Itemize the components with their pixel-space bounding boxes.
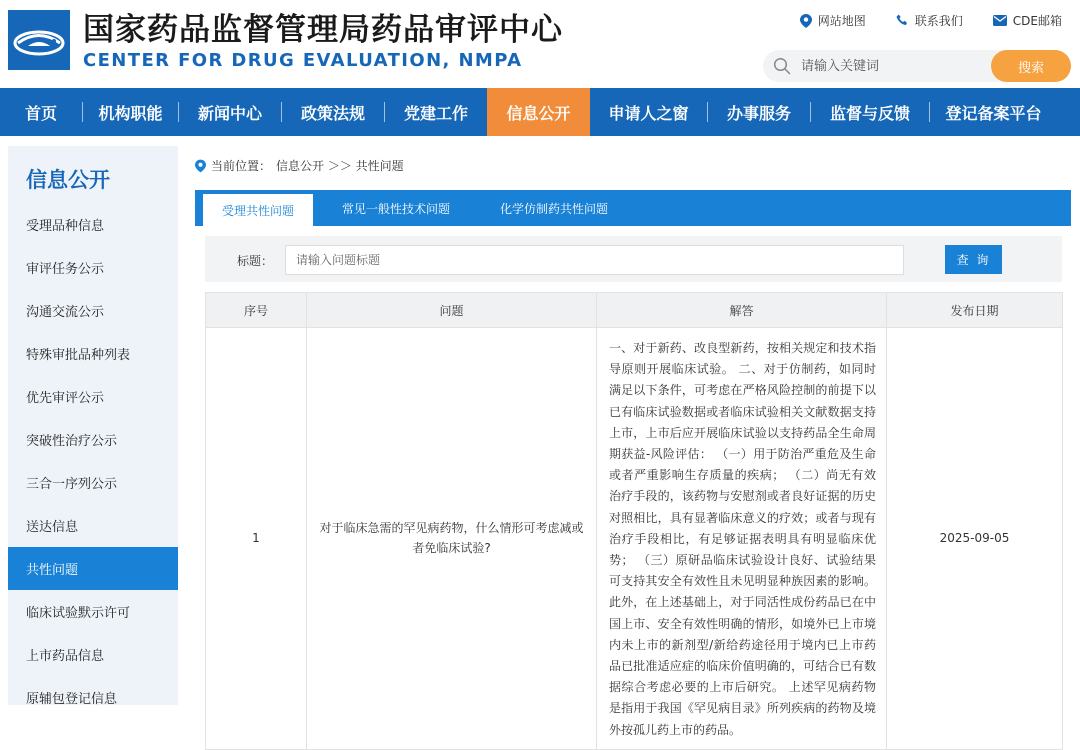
- top-links: [800, 12, 1062, 29]
- phone-icon: [896, 14, 909, 27]
- table-header-row: [206, 293, 1063, 328]
- query-button[interactable]: 查 询: [945, 245, 1002, 274]
- sidebar-item-special-approval[interactable]: 特殊审批品种列表: [26, 348, 131, 363]
- mail-icon: [993, 15, 1007, 26]
- search-icon: [773, 57, 791, 75]
- search-button[interactable]: 搜索: [991, 50, 1071, 82]
- sidebar-item-review-tasks[interactable]: 审评任务公示: [26, 262, 105, 277]
- top-link-sitemap[interactable]: [800, 12, 866, 29]
- top-link-label: 网站地图: [817, 14, 866, 28]
- sidebar-item-breakthrough[interactable]: 突破性治疗公示: [26, 434, 118, 449]
- row-question[interactable]: 对于临床急需的罕见病药物，什么情形可考虑减或者免临床试验?: [307, 328, 597, 750]
- nav-item-feedback[interactable]: 监督与反馈: [829, 103, 910, 123]
- top-link-label: 联系我们: [914, 14, 963, 28]
- location-pin-icon: [800, 14, 812, 28]
- column-header-question: 问题: [307, 293, 597, 328]
- breadcrumb: [195, 157, 404, 174]
- tab-generic-chemical[interactable]: 化学仿制药共性问题: [499, 201, 608, 216]
- top-link-contact[interactable]: [896, 12, 963, 29]
- site-header: [0, 0, 1080, 88]
- row-answer: 一、对于新药、改良型新药，按相关规定和技术指导原则开展临床试验。 二、对于仿制药，如同时满足以下条件，可考虑在严格风险控制的前提下以已有临床试验数据或者临床试验相关文献数据支持上市，上市后应开展临床试验以支持药品全生命周期获益-风险评估： （一）用于防治严重危及生命或者严重影响生存质量的疾病； （二）尚无有效治疗手段的，该药物与安慰剂或者良好证据的历史对照相比，具有显著临床意义的疗效；或者与现有治疗手段相比，有足够证据表明具有明显临床优势； （三）原研品临床试验设计良好、试验结果可支持其安全有效性且未见明显种族因素的影响。 此外，在上述基础上，对于同活性成份药品已在中国上市、安全有效性明确的情形，如境外已上市境内未上市的新剂型/新给药途径用于境内已上市药品已批准适应症的临床价值明确的，可结合已有数据综合考虑必要的上市后研究。 上述罕见病药物是指用于我国《罕见病目录》所列疾病的药物及境外按孤儿药上市的药品。: [597, 328, 887, 750]
- nav-item-party[interactable]: 党建工作: [403, 103, 468, 123]
- site-title-cn: 国家药品监督管理局药品审评中心: [83, 12, 563, 48]
- sidebar-item-common-issues[interactable]: 共性问题: [8, 547, 178, 590]
- row-date: 2025-09-05: [887, 328, 1063, 750]
- column-header-index: 序号: [206, 293, 307, 328]
- nav-item-functions[interactable]: 机构职能: [98, 103, 163, 123]
- nav-item-policy[interactable]: 政策法规: [300, 103, 365, 123]
- filter-bar: [205, 236, 1062, 282]
- sidebar-item-three-in-one[interactable]: 三合一序列公示: [26, 477, 118, 492]
- nav-item-home[interactable]: 首页: [24, 103, 57, 123]
- sidebar-item-priority-review[interactable]: 优先审评公示: [26, 391, 105, 406]
- title-filter-label: 标题：: [237, 254, 274, 268]
- title-filter-input[interactable]: [285, 245, 904, 275]
- column-header-answer: 解答: [597, 293, 887, 328]
- top-link-mail[interactable]: [993, 12, 1062, 29]
- nav-item-news[interactable]: 新闻中心: [197, 103, 262, 123]
- row-index: 1: [206, 328, 307, 750]
- nav-item-applicant[interactable]: 申请人之窗: [608, 103, 689, 123]
- sidebar-item-communication[interactable]: 沟通交流公示: [26, 305, 105, 320]
- main-nav: [0, 88, 1080, 136]
- sidebar-title: 信息公开: [26, 168, 110, 192]
- sidebar-item-excipient-registration[interactable]: 原辅包登记信息: [26, 692, 118, 707]
- breadcrumb-path[interactable]: 信息公开 ＞＞ 共性问题: [276, 159, 404, 173]
- issues-table: [205, 292, 1063, 750]
- column-header-date: 发布日期: [887, 293, 1063, 328]
- sidebar-item-marketed-drugs[interactable]: 上市药品信息: [26, 649, 105, 664]
- search-input[interactable]: [801, 55, 981, 77]
- breadcrumb-label: 当前位置：: [211, 159, 272, 173]
- top-link-label: CDE邮箱: [1012, 14, 1062, 28]
- tab-general-technical[interactable]: 常见一般性技术问题: [341, 201, 450, 216]
- sidebar-item-delivery[interactable]: 送达信息: [26, 520, 79, 535]
- cde-logo-icon[interactable]: [8, 10, 70, 70]
- location-pin-icon: [195, 159, 206, 173]
- site-title-en: CENTER FOR DRUG EVALUATION, NMPA: [83, 50, 523, 71]
- sidebar: [8, 146, 178, 705]
- nav-item-registration[interactable]: 登记备案平台: [945, 103, 1042, 123]
- tab-accepted-issues[interactable]: 受理共性问题: [203, 194, 313, 226]
- tab-bar: [195, 190, 1071, 226]
- nav-item-services[interactable]: 办事服务: [726, 103, 791, 123]
- site-search: [763, 50, 1071, 82]
- sidebar-item-clinical-trial[interactable]: 临床试验默示许可: [26, 606, 131, 621]
- sidebar-item-accepted[interactable]: 受理品种信息: [26, 219, 105, 234]
- nav-item-info-public[interactable]: 信息公开: [487, 88, 590, 136]
- table-row[interactable]: [206, 328, 1063, 750]
